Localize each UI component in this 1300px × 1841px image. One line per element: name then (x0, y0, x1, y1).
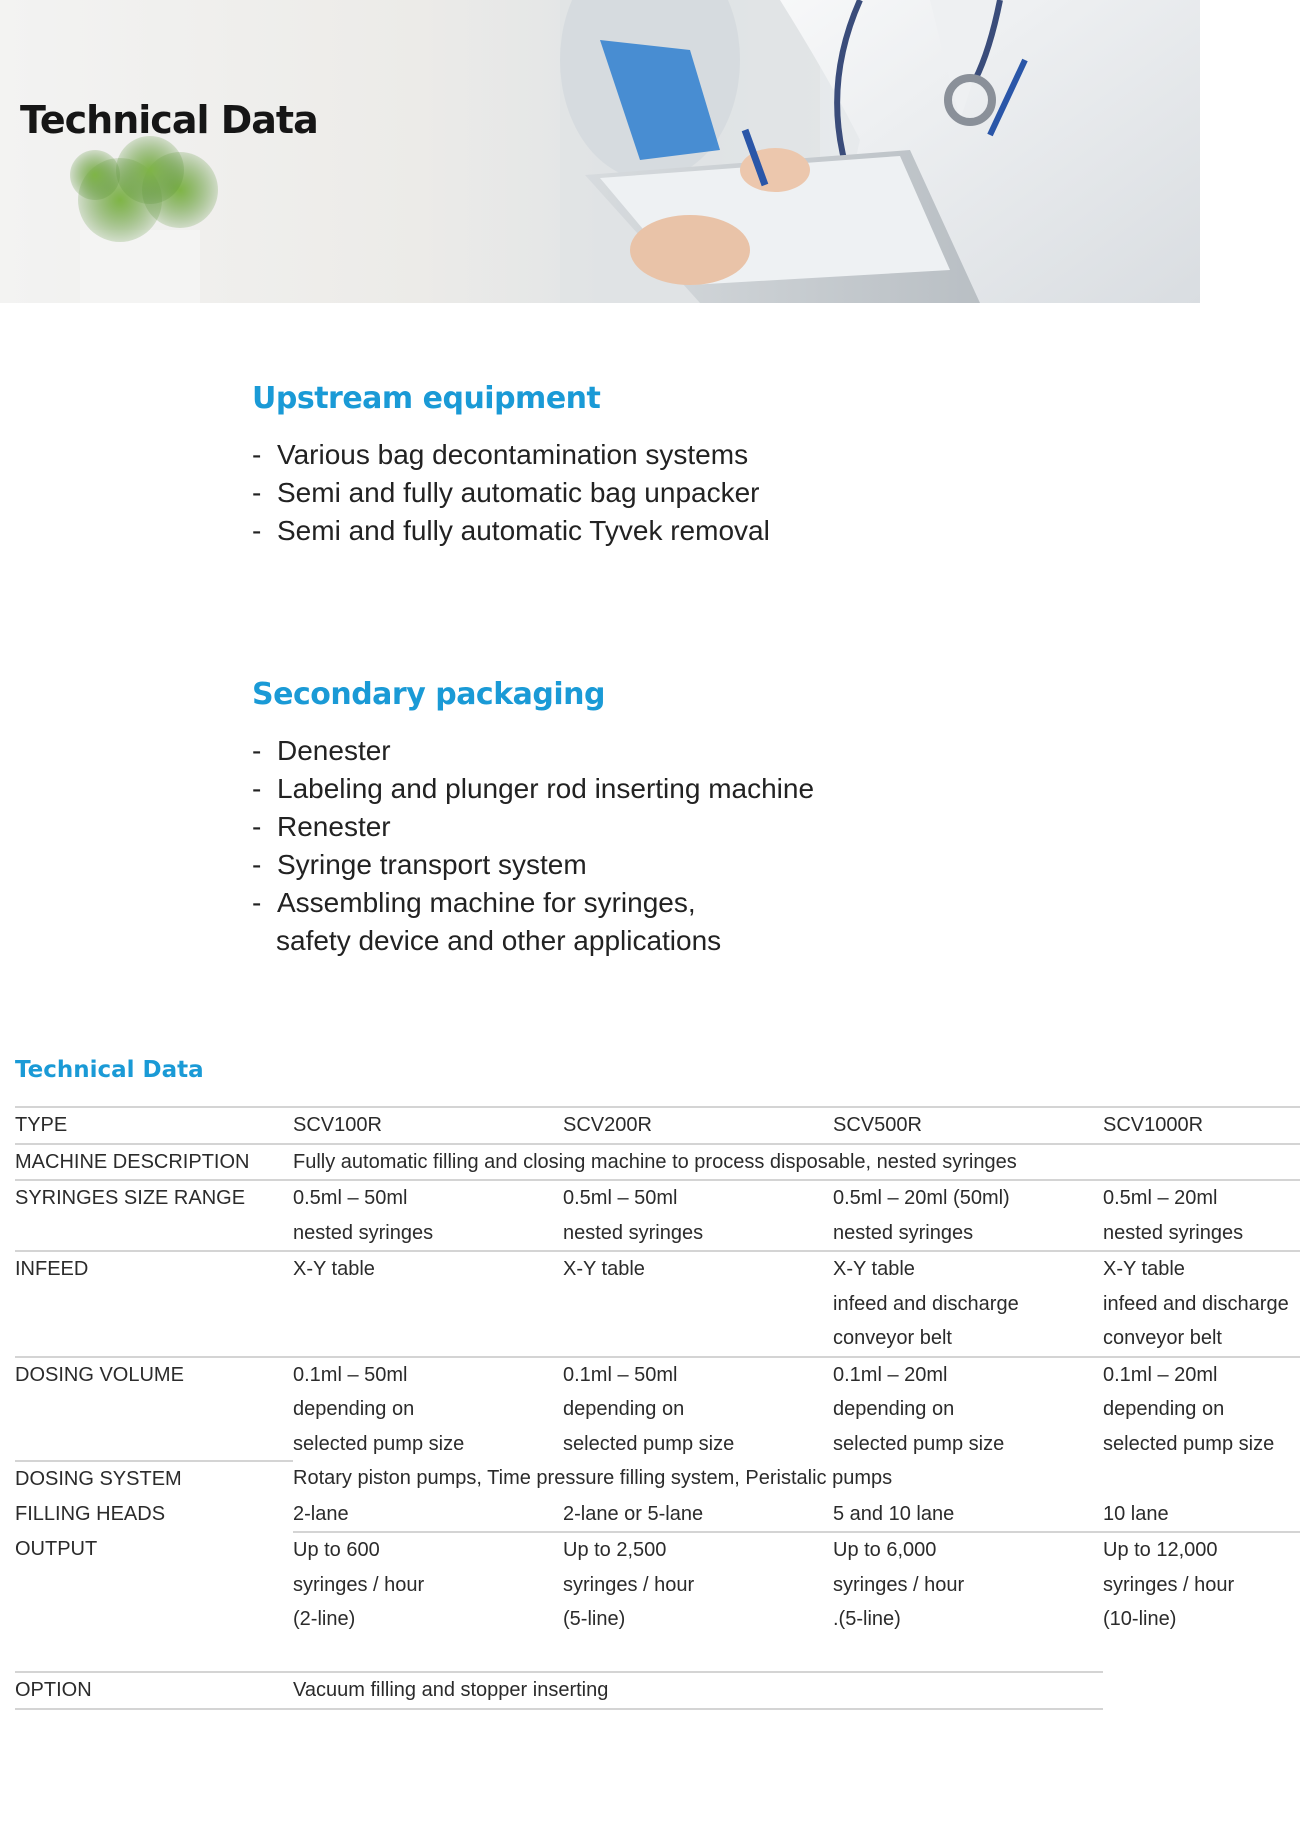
cell-line: 0.5ml – 20ml (1103, 1187, 1218, 1209)
secondary-list (252, 732, 952, 960)
hero-banner (0, 0, 1200, 303)
table-row-type (15, 1107, 1300, 1144)
cell-line: X-Y table (563, 1258, 645, 1280)
cell-line: nested syringes (1103, 1221, 1244, 1244)
table-cell: 5 and 10 lane (833, 1502, 955, 1525)
table-cell: 2-lane or 5-lane (563, 1502, 704, 1525)
table-cell: SCV100R (293, 1107, 563, 1144)
table-cell (563, 1532, 833, 1672)
table-cell (293, 1532, 563, 1672)
table-cell-empty (1103, 1144, 1300, 1181)
cell-line: syringes / hour (833, 1573, 965, 1596)
table-row-dosing-system (15, 1461, 1300, 1497)
table-cell (1103, 1180, 1300, 1251)
cell-line: depending on (833, 1398, 955, 1420)
table-row-output (15, 1532, 1300, 1672)
cell-line: conveyor belt (1103, 1327, 1222, 1349)
table-cell: Fully automatic filling and closing machine to process disposable, nested syringes (293, 1144, 1103, 1181)
hero-illustration (0, 0, 1200, 303)
row-label: DOSING VOLUME (15, 1357, 293, 1462)
list-item: - Syringe transport system (252, 846, 952, 884)
cell-line: Up to 600 (293, 1539, 380, 1561)
table-cell (833, 1357, 1103, 1462)
table-cell: SCV500R (833, 1107, 1103, 1144)
cell-line: 0.1ml – 20ml (1103, 1363, 1218, 1386)
list-item: - Denester (252, 732, 952, 770)
cell-line: (2-line) (293, 1608, 356, 1630)
table-cell: Vacuum filling and stopper inserting (293, 1672, 1103, 1709)
upstream-section (252, 381, 952, 550)
technical-data-table (15, 1106, 1300, 1710)
cell-line: Up to 12,000 (1103, 1539, 1218, 1561)
upstream-list (252, 436, 952, 550)
row-label: INFEED (15, 1251, 293, 1357)
table-row-option (15, 1672, 1300, 1709)
plant-pot (80, 230, 200, 303)
table-cell (1103, 1532, 1300, 1672)
cell-line: X-Y table (293, 1258, 375, 1280)
cell-line: 0.5ml – 50ml (293, 1187, 408, 1209)
table-cell: 10 lane (1103, 1502, 1169, 1525)
table-row-machine-description (15, 1144, 1300, 1181)
cell-line: selected pump size (833, 1432, 1005, 1455)
cell-line: 0.5ml – 50ml (563, 1187, 678, 1209)
row-label: DOSING SYSTEM (15, 1461, 293, 1497)
table-cell (563, 1180, 833, 1251)
cell-line: infeed and discharge (833, 1292, 1019, 1315)
table-row-filling-heads (15, 1497, 1300, 1533)
cell-line: (5-line) (563, 1608, 626, 1630)
cell-line: 0.1ml – 20ml (833, 1363, 948, 1386)
row-label: SYRINGES SIZE RANGE (15, 1180, 293, 1251)
table-row-dosing-volume (15, 1357, 1300, 1462)
row-label: OUTPUT (15, 1538, 98, 1560)
cell-line: selected pump size (1103, 1432, 1275, 1455)
table-cell (833, 1180, 1103, 1251)
list-item: - Labeling and plunger rod inserting machine (252, 770, 952, 808)
table-cell (563, 1251, 833, 1357)
table-cell (563, 1357, 833, 1462)
table-cell (833, 1532, 1103, 1672)
cell-line: 0.1ml – 50ml (293, 1363, 408, 1386)
row-label: MACHINE DESCRIPTION (15, 1144, 293, 1181)
cell-line: conveyor belt (833, 1327, 952, 1349)
cell-line: nested syringes (833, 1221, 974, 1244)
table-title: Technical Data (15, 1057, 204, 1083)
list-item: - Assembling machine for syringes, (252, 884, 952, 922)
cell-line: infeed and discharge (1103, 1292, 1289, 1315)
cell-line: depending on (293, 1398, 415, 1420)
secondary-section (252, 677, 952, 960)
list-item: - Various bag decontamination systems (252, 436, 952, 474)
row-label: OPTION (15, 1672, 293, 1709)
cell-line: selected pump size (293, 1432, 465, 1455)
table-cell: SCV200R (563, 1107, 833, 1144)
list-item: - Semi and fully automatic Tyvek removal (252, 512, 952, 550)
cell-line: depending on (1103, 1398, 1225, 1420)
table-cell (293, 1357, 563, 1462)
list-item: - Semi and fully automatic bag unpacker (252, 474, 952, 512)
hand-left (630, 215, 750, 285)
cell-line: (10-line) (1103, 1608, 1177, 1630)
cell-line: syringes / hour (563, 1573, 695, 1596)
secondary-heading: Secondary packaging (252, 677, 606, 712)
table-cell (1103, 1251, 1300, 1357)
plant-icon (70, 136, 218, 242)
cell-line: 0.1ml – 50ml (563, 1363, 678, 1386)
table-cell (293, 1251, 563, 1357)
cell-line: Up to 6,000 (833, 1539, 937, 1561)
cell-line: nested syringes (293, 1221, 434, 1244)
table-row-infeed (15, 1251, 1300, 1357)
table-cell: 2-lane (293, 1502, 349, 1525)
table-cell (293, 1180, 563, 1251)
cell-line: syringes / hour (1103, 1573, 1235, 1596)
cell-line: nested syringes (563, 1221, 704, 1244)
table-row-size-range (15, 1180, 1300, 1251)
table-cell-empty (1103, 1672, 1300, 1709)
cell-line: selected pump size (563, 1432, 735, 1455)
list-item: - Renester (252, 808, 952, 846)
row-label: FILLING HEADS (15, 1502, 166, 1525)
page-title: Technical Data (20, 98, 318, 142)
row-label: TYPE (15, 1107, 293, 1144)
cell-line: Up to 2,500 (563, 1539, 667, 1561)
cell-line: X-Y table (1103, 1258, 1185, 1280)
table-cell: Rotary piston pumps, Time pressure filling system, Peristalic pumps (293, 1467, 893, 1489)
cell-line: X-Y table (833, 1258, 915, 1280)
table-cell (1103, 1357, 1300, 1462)
cell-line: 0.5ml – 20ml (50ml) (833, 1187, 1010, 1209)
table-cell (833, 1251, 1103, 1357)
list-item-continuation: safety device and other applications (276, 925, 722, 956)
table-cell: SCV1000R (1103, 1107, 1300, 1144)
cell-line: .(5-line) (833, 1608, 901, 1630)
upstream-heading: Upstream equipment (252, 381, 601, 416)
cell-line: depending on (563, 1398, 685, 1420)
cell-line: syringes / hour (293, 1573, 425, 1596)
